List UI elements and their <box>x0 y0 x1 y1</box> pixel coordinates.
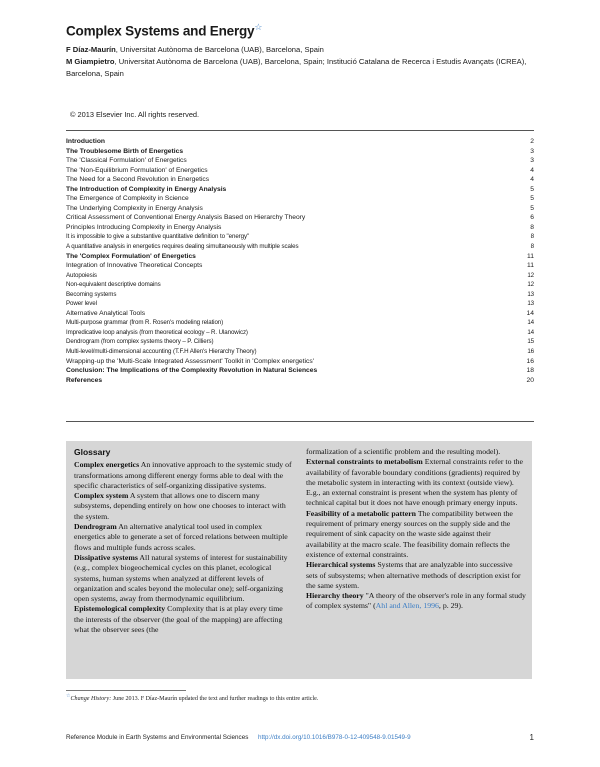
toc-entry-label: The 'Complex Formulation' of Energetics <box>66 252 196 260</box>
toc-entry-label: The Emergence of Complexity in Science <box>66 195 189 203</box>
toc-entry-page: 11 <box>527 262 534 270</box>
toc-entry[interactable] <box>66 328 534 338</box>
toc-entry-page: 4 <box>530 166 534 174</box>
toc-entry-page: 16 <box>527 348 534 356</box>
copyright-notice: © 2013 Elsevier Inc. All rights reserved. <box>70 110 200 119</box>
toc-entry-page: 8 <box>530 233 534 241</box>
glossary-heading: Glossary <box>74 447 111 457</box>
glossary-term: Epistemological complexity <box>74 604 166 614</box>
toc-entry-page: 18 <box>526 367 534 375</box>
glossary-entry <box>306 560 526 591</box>
toc-entry-page: 2 <box>530 138 534 145</box>
author-name: M Giampietro <box>66 57 115 66</box>
toc-entry-label: The Introduction of Complexity in Energy Analysis <box>66 185 227 193</box>
toc-entry-label: The Troublesome Birth of Energetics <box>66 147 184 155</box>
footnote-label: Change History: <box>70 696 112 703</box>
toc-entry-page: 3 <box>530 147 534 155</box>
toc-entry[interactable] <box>66 337 534 347</box>
toc-entry-page: 16 <box>526 357 534 365</box>
article-title: Complex Systems and Energy☆ <box>66 22 263 39</box>
toc-entry-page: 5 <box>530 195 534 203</box>
toc-entry-label: Conclusion: The Implications of the Complexity Revolution in Natural Sciences <box>66 367 318 375</box>
glossary-term: Hierarchical systems <box>306 560 376 570</box>
glossary-term: Hierarchy theory <box>306 591 364 601</box>
toc-entry-page: 20 <box>526 376 534 384</box>
toc-entry[interactable] <box>66 347 534 357</box>
toc-entry-page: 14 <box>526 309 534 317</box>
toc-entry[interactable] <box>66 309 534 319</box>
glossary-entry <box>74 460 294 491</box>
glossary-term: Dendrogram <box>74 522 117 532</box>
toc-entry[interactable] <box>66 242 534 252</box>
toc-entry-label: The Need for a Second Revolution in Energetics <box>66 176 210 184</box>
footnote-divider <box>66 690 186 691</box>
glossary-definition: External constraints refer to the availability of favorable boundary conditions (gradients) required by the metabolic system in interacting with its context (outside view). E.g., an external constraint is present when the system has plenty of technical capital but it does not have enough primary energy inputs. <box>306 457 523 508</box>
author-name: F Díaz-Maurín <box>66 45 116 54</box>
toc-entry-label: Multi-purpose grammar (from R. Rosen's modeling relation) <box>66 319 224 327</box>
glossary-definition: "A theory of the observer's role in any formal study of complex systems" ( <box>306 591 526 611</box>
change-history-footnote <box>66 693 318 702</box>
toc-entry[interactable] <box>66 252 534 262</box>
toc-entry-page: 3 <box>530 157 534 165</box>
reference-link[interactable]: Ahl and Allen, 1996 <box>375 601 439 611</box>
author-affiliation: , Universitat Autònoma de Barcelona (UAB), Barcelona, Spain <box>115 45 324 54</box>
toc-entry-label: Dendrogram (from complex systems theory – P. Cilliers) <box>66 338 214 346</box>
toc-entry[interactable] <box>66 271 534 281</box>
toc-entry[interactable] <box>66 376 534 386</box>
glossary-entry <box>306 457 526 508</box>
toc-entry[interactable] <box>66 204 534 214</box>
toc-entry-page: 8 <box>530 243 534 251</box>
toc-entry[interactable] <box>66 166 534 176</box>
glossary-left-column <box>74 447 294 635</box>
toc-entry-label: Autopoiesis <box>66 271 97 279</box>
toc-entry-label: The 'Non-Equilibrium Formulation' of Energetics <box>66 166 208 174</box>
toc-entry-label: A quantitative analysis in energetics requires dealing simultaneously with multiple scales <box>66 243 299 251</box>
toc-entry-label: Multi-level/multi-dimensional accounting (T.F.H Allen's Hierarchy Theory) <box>66 348 257 356</box>
toc-entry-label: Principles Introducing Complexity in Energy Analysis <box>66 223 222 231</box>
footer-source: Reference Module in Earth Systems and Environmental Sciences <box>66 734 249 741</box>
toc-bottom-divider <box>66 421 534 422</box>
glossary-definition: A system that allows one to discern many subsystems, depending entirely on how one chooses to interact with the system. <box>74 491 286 521</box>
toc-entry-page: 12 <box>527 271 534 279</box>
toc-entry-label: Introduction <box>66 138 106 145</box>
toc-entry[interactable] <box>66 223 534 233</box>
toc-entry-label: The 'Classical Formulation' of Energetics <box>66 157 187 165</box>
toc-entry-page: 11 <box>527 252 534 260</box>
toc-entry-page: 12 <box>527 281 534 289</box>
glossary-term: External constraints to metabolism <box>306 457 423 467</box>
glossary-definition: Complexity that is at play every time the interests of the observer (the goal of the mapping) are affecting what the observer sees (the <box>74 604 283 635</box>
toc-entry-label: The Underlying Complexity in Energy Analysis <box>66 204 203 212</box>
glossary-term: Feasibility of a metabolic pattern <box>306 508 417 518</box>
toc-entry-label: Integration of Innovative Theoretical Concepts <box>66 262 203 270</box>
toc-entry[interactable] <box>66 147 534 157</box>
toc-top-divider <box>66 130 534 131</box>
glossary-entry <box>74 522 294 553</box>
toc-entry[interactable] <box>66 261 534 271</box>
change-history-star-icon[interactable]: ☆ <box>254 22 263 32</box>
toc-entry[interactable] <box>66 213 534 223</box>
toc-entry-label: Critical Assessment of Conventional Energy Analysis Based on Hierarchy Theory <box>66 214 306 222</box>
toc-entry[interactable] <box>66 137 534 147</box>
glossary-definition: Systems that are analyzable into successive sets of subsystems; when alternative methods of description exist for the same system. <box>306 560 521 590</box>
toc-entry-page: 13 <box>527 290 534 298</box>
footnote-star-icon: ☆ <box>66 694 71 699</box>
toc-entry-page: 14 <box>527 319 534 327</box>
toc-entry-label: Becoming systems <box>66 290 117 298</box>
glossary-definition: The compatibility between the requirement of primary energy sources on the supply side and the requirement of sink capacity on the waste side against their availability at the macro scale. The feasibility domain reflects the existence of external constraints. <box>306 508 513 559</box>
author-entry <box>66 44 546 56</box>
glossary-entry <box>306 509 526 560</box>
toc-entry[interactable] <box>66 318 534 328</box>
toc-entry-page: 4 <box>530 176 534 184</box>
glossary-definition: All natural systems of interest for sustainability (e.g., complex biogeochemical cycles on this planet, ecological systems, human systems when analyzed at different levels of organization and scales beyond the molecular one); self-organizing open systems, away from thermodynamic equilibrium. <box>74 552 288 604</box>
toc-entry-label: References <box>66 376 103 384</box>
glossary-box <box>66 441 532 679</box>
toc-entry[interactable] <box>66 156 534 166</box>
toc-entry[interactable] <box>66 280 534 290</box>
glossary-term: Dissipative systems <box>74 552 138 562</box>
glossary-entry <box>306 591 526 612</box>
toc-entry-page: 13 <box>527 300 534 308</box>
footnote-text: June 2013. F Díaz-Maurín updated the text and further readings to this entire article. <box>111 696 319 703</box>
toc-entry[interactable] <box>66 357 534 367</box>
author-affiliation: , Universitat Autònoma de Barcelona (UAB), Barcelona, Spain; Institució Catalana de Recerca i Estudis Avançats (ICREA), Barcelona, Spain <box>66 57 527 78</box>
toc-entry[interactable] <box>66 290 534 300</box>
toc-entry-page: 5 <box>530 204 534 212</box>
toc-entry-label: Impredicative loop analysis (from theoretical ecology – R. Ulanowicz) <box>66 328 248 336</box>
glossary-entry <box>74 604 294 635</box>
glossary-term: Complex system <box>74 491 129 501</box>
glossary-right-column <box>306 447 526 612</box>
toc-entry-page: 5 <box>530 185 534 193</box>
author-entry <box>66 56 546 80</box>
page-number: 1 <box>529 733 534 742</box>
toc-entry[interactable] <box>66 366 534 376</box>
toc-entry[interactable] <box>66 185 534 195</box>
toc-entry-label: It is impossible to give a substantive quantitative definition to "energy" <box>66 233 250 241</box>
toc-entry-page: 14 <box>527 328 534 336</box>
table-of-contents <box>66 137 534 385</box>
toc-entry[interactable] <box>66 194 534 204</box>
toc-entry-label: Alternative Analytical Tools <box>66 309 146 317</box>
toc-entry-page: 8 <box>530 223 534 231</box>
doi-link[interactable]: http://dx.doi.org/10.1016/B978-0-12-409548-9.01549-9 <box>258 734 411 741</box>
glossary-continuation: formalization of a scientific problem and the resulting model). <box>306 447 501 456</box>
glossary-definition: An innovative approach to the systemic study of transformations among different energy forms able to deal with the specific characteristics of self-organizing dissipative systems. <box>74 460 292 490</box>
toc-entry-label: Non-equivalent descriptive domains <box>66 281 161 289</box>
toc-entry[interactable] <box>66 232 534 242</box>
glossary-definition: An alternative analytical tool used in complex energetics able to generate a set of forced relations between multiple flows and multiple funds across scales. <box>74 522 288 552</box>
glossary-definition-tail: , p. 29). <box>438 601 463 611</box>
toc-entry-page: 15 <box>527 338 534 346</box>
toc-entry-label: Power level <box>66 300 97 308</box>
toc-entry[interactable] <box>66 299 534 309</box>
toc-entry[interactable] <box>66 175 534 185</box>
glossary-entry <box>74 491 294 522</box>
glossary-term: Complex energetics <box>74 460 140 470</box>
glossary-entry <box>74 553 294 604</box>
author-block <box>66 44 546 80</box>
toc-entry-label: Wrapping-up the 'Multi-Scale Integrated Assessment' Toolkit in 'Complex energetics' <box>66 357 314 365</box>
toc-entry-page: 6 <box>530 214 534 222</box>
page-footer <box>66 734 534 741</box>
